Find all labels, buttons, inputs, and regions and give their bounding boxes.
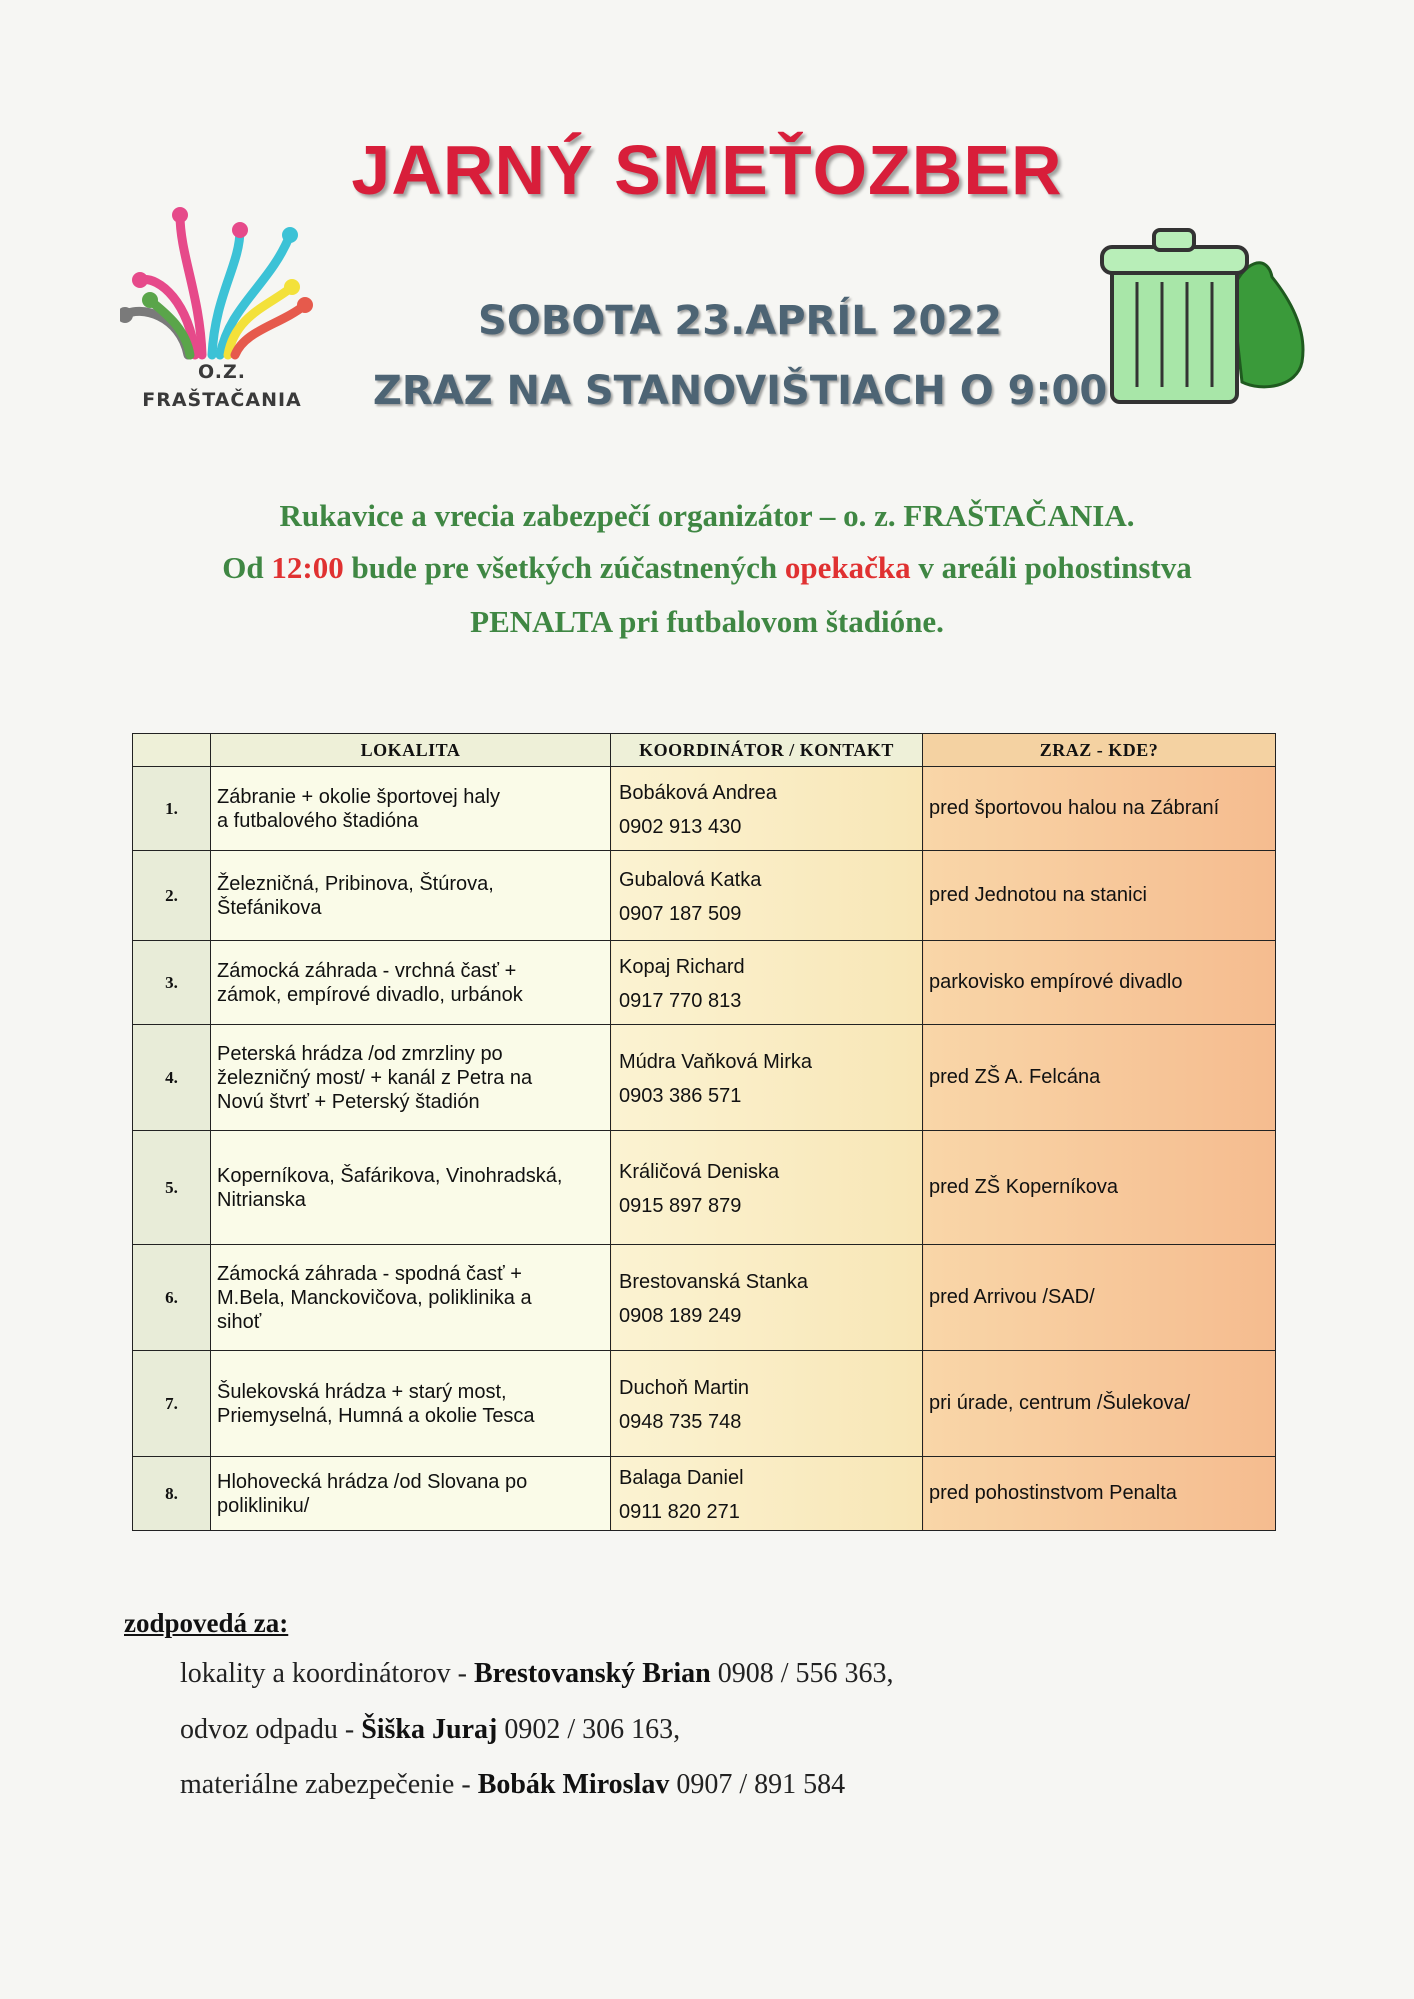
coordinator-name: Múdra Vaňková Mirka xyxy=(619,1051,813,1073)
row-number: 3. xyxy=(133,941,211,1025)
location-line: Novú štvrť + Peterský štadión xyxy=(217,1090,480,1113)
header-koordinator: KOORDINÁTOR / KONTAKT xyxy=(611,734,923,767)
footer-line-1: lokality a koordinátorov - Brestovanský Brian 0908 / 556 363, xyxy=(180,1658,894,1689)
row-meeting-place: pred ZŠ A. Felcána xyxy=(923,1025,1276,1131)
row-location xyxy=(211,941,611,1025)
header-zraz: ZRAZ - KDE? xyxy=(923,734,1276,767)
coordinator-name: Bobáková Andrea xyxy=(619,782,777,804)
page-title: JARNÝ SMEŤOZBER xyxy=(351,131,1063,209)
location-line: Zámocká záhrada - spodná časť + xyxy=(217,1262,522,1285)
table-row xyxy=(133,851,1276,941)
location-line: Zámocká záhrada - vrchná časť + xyxy=(217,959,517,982)
location-line: Koperníkova, Šafárikova, Vinohradská, xyxy=(217,1164,563,1187)
coordinator-phone: 0908 189 249 xyxy=(619,1305,742,1327)
row-location xyxy=(211,767,611,851)
coordinator-phone: 0948 735 748 xyxy=(619,1411,742,1433)
coordinator-phone: 0903 386 571 xyxy=(619,1085,742,1107)
row-meeting-place: parkovisko empírové divadlo xyxy=(923,941,1276,1025)
table-row xyxy=(133,941,1276,1025)
table-row xyxy=(133,1131,1276,1245)
locations-table xyxy=(132,733,1276,1531)
coordinator-name: Králičová Deniska xyxy=(619,1161,780,1183)
row-number: 7. xyxy=(133,1351,211,1457)
footer-heading: zodpovedá za: xyxy=(124,1608,289,1638)
row-meeting-place: pred Arrivou /SAD/ xyxy=(923,1245,1276,1351)
info-line-1: Rukavice a vrecia zabezpečí organizátor – o. z. FRAŠTAČANIA. xyxy=(279,498,1135,533)
coordinator-name: Gubalová Katka xyxy=(619,869,762,891)
coordinator-name: Brestovanská Stanka xyxy=(619,1271,808,1293)
table-header xyxy=(133,734,1276,767)
header-num xyxy=(133,734,211,767)
table-row xyxy=(133,767,1276,851)
coordinator-phone: 0902 913 430 xyxy=(619,816,742,838)
coordinator-phone: 0917 770 813 xyxy=(619,990,742,1012)
location-line: Hlohovecká hrádza /od Slovana po xyxy=(217,1470,528,1493)
row-coordinator xyxy=(611,1131,923,1245)
row-number: 1. xyxy=(133,767,211,851)
row-location xyxy=(211,1457,611,1531)
row-location xyxy=(211,1025,611,1131)
row-coordinator xyxy=(611,941,923,1025)
row-location xyxy=(211,1131,611,1245)
row-coordinator xyxy=(611,851,923,941)
coordinator-phone: 0915 897 879 xyxy=(619,1195,742,1217)
coordinator-phone: 0911 820 271 xyxy=(619,1501,740,1523)
info-line-2: Od 12:00 bude pre všetkých zúčastnených opekačka v areáli pohostinstva xyxy=(222,550,1192,585)
row-location xyxy=(211,851,611,941)
coordinator-name: Balaga Daniel xyxy=(619,1467,744,1489)
coordinator-name: Duchoň Martin xyxy=(619,1377,750,1399)
date-line: SOBOTA 23.APRÍL 2022 xyxy=(478,298,1002,344)
row-number: 8. xyxy=(133,1457,211,1531)
footer-line-2: odvoz odpadu - Šiška Juraj 0902 / 306 163, xyxy=(180,1714,681,1745)
location-line: Peterská hrádza /od zmrzliny po xyxy=(217,1042,503,1065)
row-coordinator xyxy=(611,1245,923,1351)
row-number: 5. xyxy=(133,1131,211,1245)
location-line: zámok, empírové divadlo, urbánok xyxy=(217,983,523,1006)
row-number: 2. xyxy=(133,851,211,941)
row-location xyxy=(211,1245,611,1351)
location-line: Štefánikova xyxy=(217,896,322,919)
location-line: Priemyselná, Humná a okolie Tesca xyxy=(217,1404,535,1427)
info-line-3: PENALTA pri futbalovom štadióne. xyxy=(470,604,944,639)
row-location xyxy=(211,1351,611,1457)
row-meeting-place: pri úrade, centrum /Šulekova/ xyxy=(923,1351,1276,1457)
row-meeting-place: pred Jednotou na stanici xyxy=(923,851,1276,941)
location-line: Zábranie + okolie športovej haly xyxy=(217,785,500,808)
trash-bin-icon xyxy=(1092,222,1312,412)
location-line: železničný most/ + kanál z Petra na xyxy=(217,1066,533,1089)
row-number: 4. xyxy=(133,1025,211,1131)
coordinator-phone: 0907 187 509 xyxy=(619,903,742,925)
header-lokalita: LOKALITA xyxy=(211,734,611,767)
row-coordinator xyxy=(611,1457,923,1531)
location-line: polikliniku/ xyxy=(217,1494,310,1517)
table-row xyxy=(133,1351,1276,1457)
coordinator-name: Kopaj Richard xyxy=(619,956,745,978)
table-row xyxy=(133,1457,1276,1531)
row-number: 6. xyxy=(133,1245,211,1351)
row-meeting-place: pred športovou halou na Zábraní xyxy=(923,767,1276,851)
location-line: sihoť xyxy=(217,1310,262,1333)
row-meeting-place: pred ZŠ Koperníkova xyxy=(923,1131,1276,1245)
row-coordinator xyxy=(611,1351,923,1457)
row-meeting-place: pred pohostinstvom Penalta xyxy=(923,1457,1276,1531)
location-line: Šulekovská hrádza + starý most, xyxy=(217,1380,507,1403)
table-row xyxy=(133,1025,1276,1131)
footer-line-3: materiálne zabezpečenie - Bobák Miroslav 0907 / 891 584 xyxy=(180,1769,846,1800)
table-row xyxy=(133,1245,1276,1351)
location-line: a futbalového štadióna xyxy=(217,809,419,832)
row-coordinator xyxy=(611,767,923,851)
meeting-line: ZRAZ NA STANOVIŠTIACH O 9:00 xyxy=(372,368,1108,414)
location-line: Nitrianska xyxy=(217,1188,306,1211)
row-coordinator xyxy=(611,1025,923,1131)
logo-text: O.Z. FRAŠTAČANIA xyxy=(142,361,302,411)
location-line: Železničná, Pribinova, Štúrova, xyxy=(217,872,494,895)
location-line: M.Bela, Manckovičova, poliklinika a xyxy=(217,1286,532,1309)
